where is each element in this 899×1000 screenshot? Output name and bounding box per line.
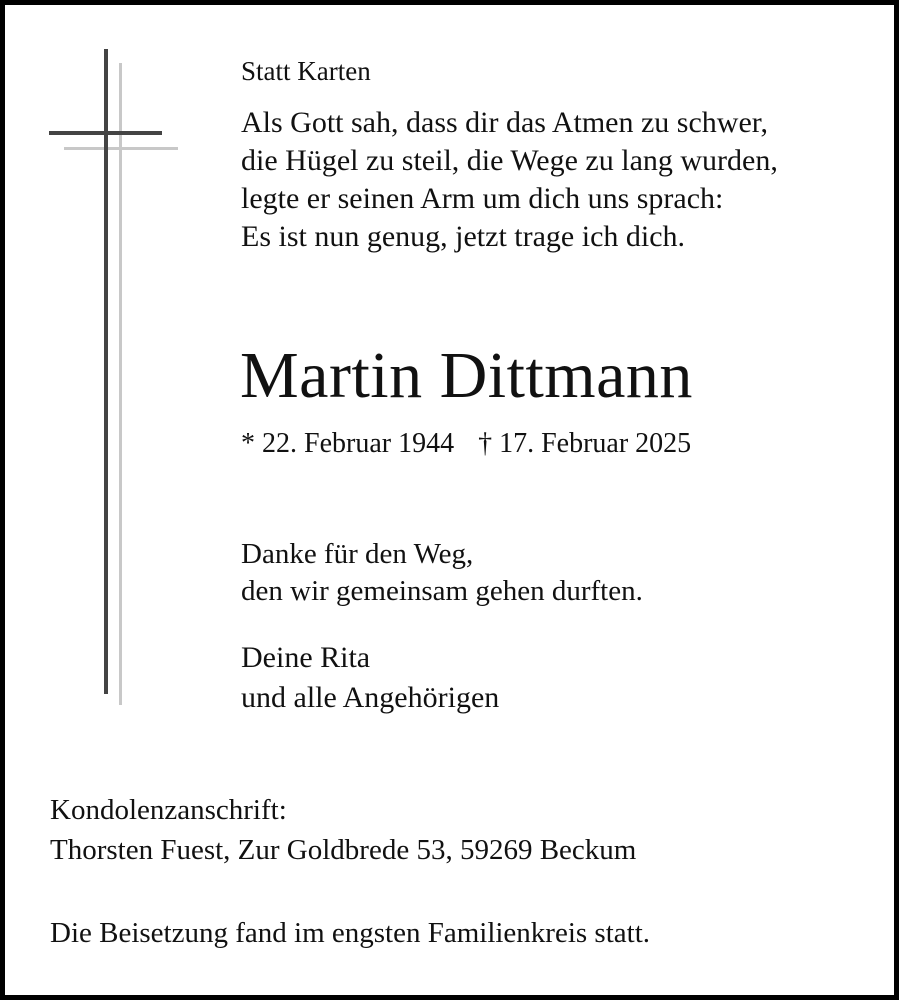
intro-heading: Statt Karten	[241, 56, 371, 86]
cross-shadow-vertical	[119, 63, 122, 705]
signature-line: und alle Angehörigen	[241, 681, 500, 714]
condolence-label: Kondolenzanschrift:	[50, 794, 287, 826]
poem-line: Es ist nun genug, jetzt trage ich dich.	[241, 220, 686, 253]
cross-icon	[0, 0, 200, 720]
birth-date: * 22. Februar 1944	[241, 428, 455, 459]
death-date: † 17. Februar 2025	[478, 428, 692, 459]
cross-horizontal	[49, 131, 162, 135]
burial-note: Die Beisetzung fand im engsten Familienkreis statt.	[50, 917, 651, 949]
poem	[241, 104, 778, 256]
signature-line: Deine Rita	[241, 641, 371, 674]
poem-line: Als Gott sah, dass dir das Atmen zu schwer,	[241, 106, 769, 139]
cross-vertical	[104, 49, 108, 694]
condolence-address	[50, 790, 636, 870]
life-dates	[241, 424, 691, 464]
condolence-address-line: Thorsten Fuest, Zur Goldbrede 53, 59269 Beckum	[50, 834, 637, 866]
poem-line: legte er seinen Arm um dich uns sprach:	[241, 182, 724, 215]
poem-line: die Hügel zu steil, die Wege zu lang wurden,	[241, 144, 778, 177]
cross-shadow-horizontal	[64, 147, 178, 150]
thanks-text	[241, 536, 643, 610]
thanks-line: den wir gemeinsam gehen durften.	[241, 575, 643, 607]
deceased-name: Martin Dittmann	[240, 339, 693, 412]
signature	[241, 638, 499, 718]
thanks-line: Danke für den Weg,	[241, 538, 474, 570]
